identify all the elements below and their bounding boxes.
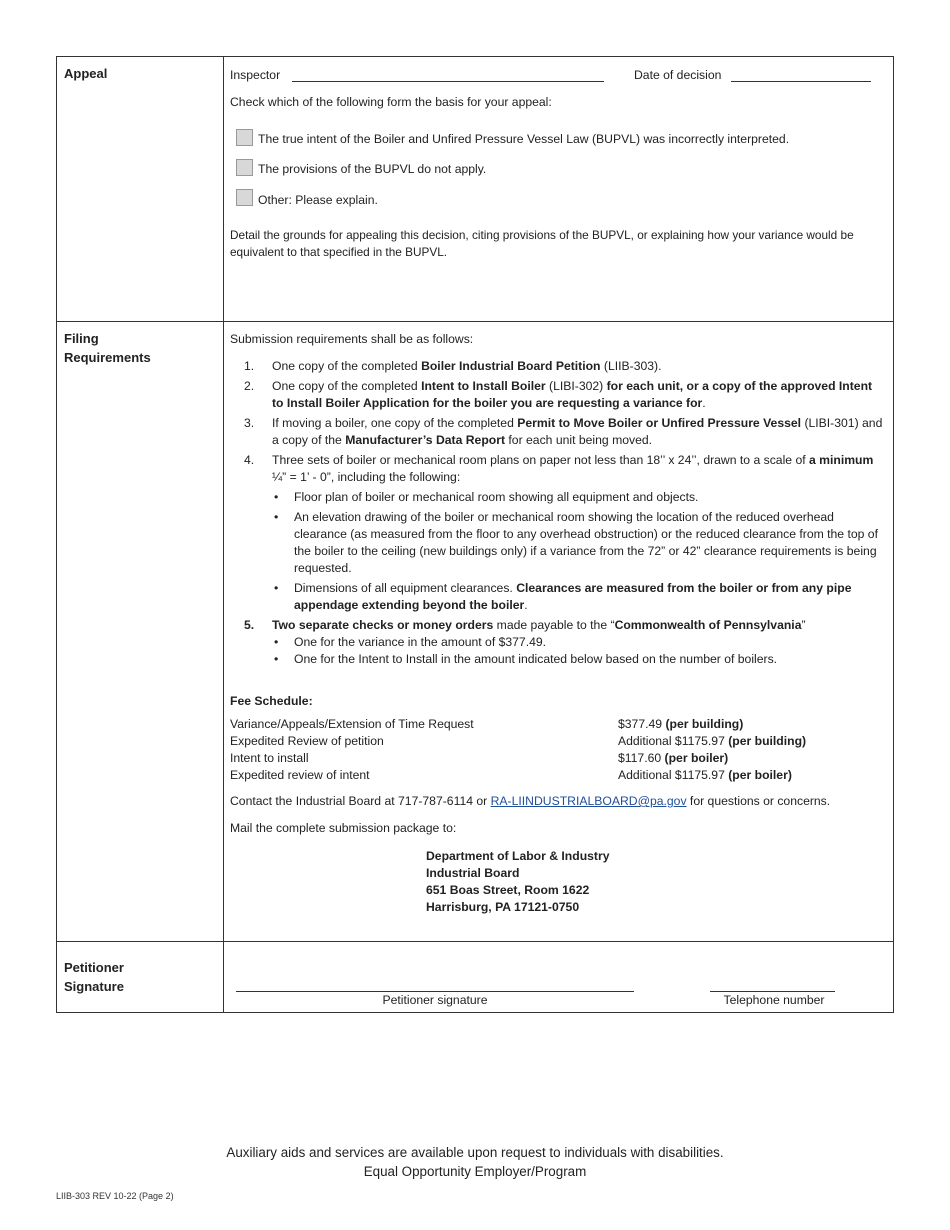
list-item: 1. One copy of the completed Boiler Industrial Board Petition (LIIB-303). <box>244 359 662 373</box>
option-other-checkbox[interactable] <box>236 189 253 206</box>
accessibility-notice: Auxiliary aids and services are available upon request to individuals with disabilities. Equal Opportunity Employer/Program <box>226 1145 724 1179</box>
list-item: 4. Three sets of boiler or mechanical room plans on paper not less than 18’’ x 24’’, drawn to a scale of a minimum ¼” = 1’ - 0”, including the following: <box>244 453 874 484</box>
check-intro-text: Check which of the following form the basis for your appeal: <box>230 95 552 109</box>
option-not-apply-checkbox[interactable] <box>236 159 253 176</box>
signature-label: Petitioner Signature <box>57 942 224 1012</box>
list-subitem: • An elevation drawing of the boiler or mechanical room showing the location of the reduced overhead clearance (as measured from the floor to any overhead obstruction) or the reduced clearance from the top of the boiler to the ceiling (new buildings only) if a variance from the 72” or 42” clearance requirements is being requested. <box>274 510 878 575</box>
inspector-label: Inspector <box>230 68 281 82</box>
fee-row: Expedited Review of petition Additional $1175.97 (per building) <box>230 734 807 748</box>
list-item: 5. Two separate checks or money orders made payable to the “Commonwealth of Pennsylvania” <box>244 618 806 632</box>
list-subitem: • One for the Intent to Install in the amount indicated below based on the number of boilers. <box>274 652 778 666</box>
appeal-label: Appeal <box>57 57 224 321</box>
requirements-list <box>230 358 885 671</box>
petitioner-signature-caption: Petitioner signature <box>382 993 488 1007</box>
signature-row <box>57 942 893 1012</box>
form-table <box>56 56 894 1013</box>
appeal-content <box>224 57 893 321</box>
fee-table <box>230 716 885 784</box>
list-subitem: • Floor plan of boiler or mechanical room showing all equipment and objects. <box>274 490 699 504</box>
option-other-label: Other: Please explain. <box>258 193 378 207</box>
telephone-number-caption: Telephone number <box>723 993 825 1007</box>
mail-intro: Mail the complete submission package to: <box>230 821 457 835</box>
fee-row: Intent to install $117.60 (per boiler) <box>230 751 729 765</box>
signature-content <box>224 942 893 1012</box>
date-of-decision-field[interactable] <box>731 81 871 82</box>
option-incorrect-interpretation-label: The true intent of the Boiler and Unfired Pressure Vessel Law (BUPVL) was incorrectly interpreted. <box>258 132 790 146</box>
list-subitem: • Dimensions of all equipment clearances. Clearances are measured from the boiler or from any pipe appendage extending beyond the boiler. <box>274 581 852 612</box>
list-item: 3. If moving a boiler, one copy of the completed Permit to Move Boiler or Unfired Pressure Vessel (LIBI-301) and a copy of the Manufacturer’s Data Report for each unit being moved. <box>244 416 883 447</box>
appeal-detail-text: Detail the grounds for appealing this decision, citing provisions of the BUPVL, or explaining how your variance would be equivalent to that specified in the BUPVL. <box>230 228 854 259</box>
industrial-board-email-link[interactable]: RA-LIINDUSTRIALBOARD@pa.gov <box>490 794 687 808</box>
option-not-apply-label: The provisions of the BUPVL do not apply. <box>258 162 487 176</box>
filing-row <box>57 322 893 942</box>
date-of-decision-label: Date of decision <box>634 68 722 82</box>
filing-intro: Submission requirements shall be as follows: <box>230 332 474 346</box>
filing-content <box>224 322 893 941</box>
appeal-row <box>57 57 893 322</box>
option-incorrect-interpretation-checkbox[interactable] <box>236 129 253 146</box>
list-subitem: • One for the variance in the amount of $377.49. <box>274 635 547 649</box>
list-item: 2. One copy of the completed Intent to Install Boiler (LIBI-302) for each unit, or a copy of the approved Intent to Install Boiler Application for the boiler you are requesting a variance for. <box>244 379 873 410</box>
inspector-field[interactable] <box>292 81 604 82</box>
filing-label: Filing Requirements <box>57 322 224 941</box>
fee-schedule-title: Fee Schedule: <box>230 694 313 708</box>
fee-row: Variance/Appeals/Extension of Time Request $377.49 (per building) <box>230 717 744 731</box>
mailing-address: Department of Labor & Industry Industrial Board 651 Boas Street, Room 1622 Harrisburg, PA 17121-0750 <box>426 849 610 914</box>
fee-row: Expedited review of intent Additional $1175.97 (per boiler) <box>230 768 792 782</box>
contact-text: Contact the Industrial Board at 717-787-6114 or RA-LIINDUSTRIALBOARD@pa.gov for questions or concerns. <box>230 794 831 808</box>
form-id: LIIB-303 REV 10-22 (Page 2) <box>56 1191 174 1201</box>
